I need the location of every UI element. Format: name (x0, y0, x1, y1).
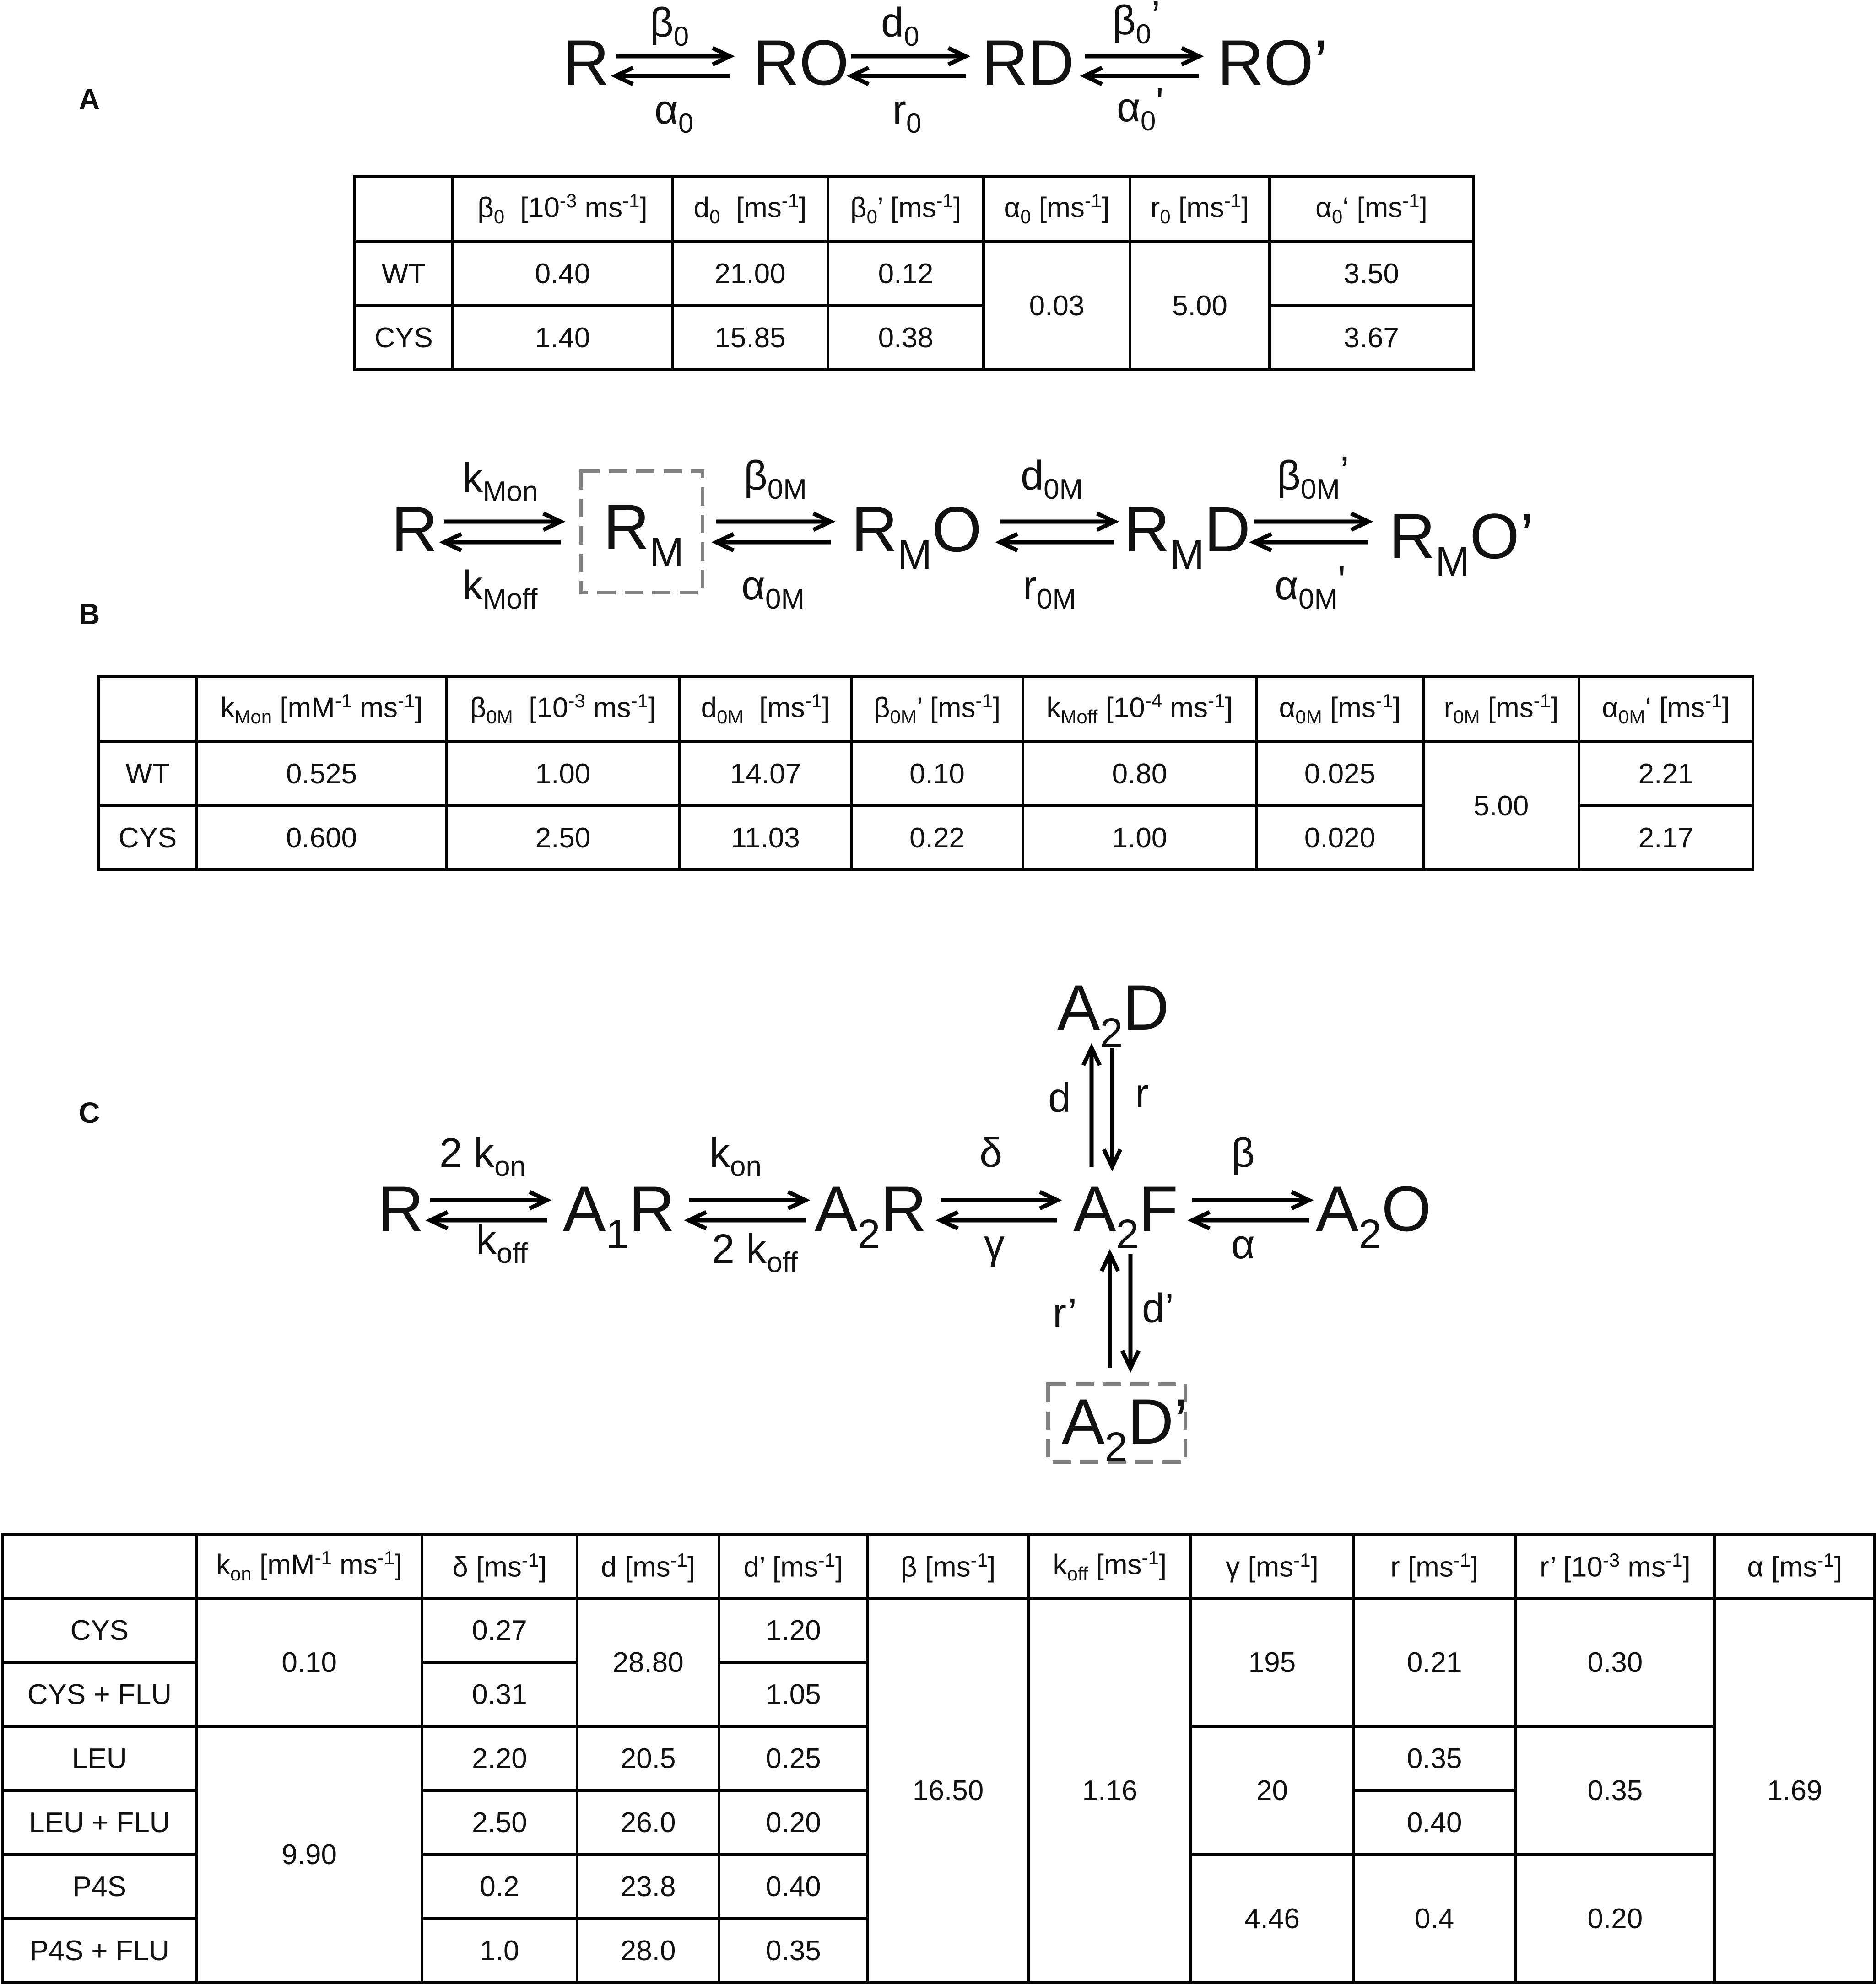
table-a-cell-alpha0-prime: 3.50 (1270, 242, 1473, 306)
table-b (97, 675, 1754, 871)
table-c-header-beta: β $[ms^{-1}]$ (868, 1534, 1029, 1598)
table-b-header-kmoff: $k_{Moff}$ [$10^{-4}$ $ms^{-1}$] (1023, 676, 1256, 742)
rate-alpha0-prime: $\alpha_0'$ (1117, 80, 1164, 136)
rate-2kon: 2 $k_{on}$ (439, 1130, 526, 1182)
rate-r-prime: r’ (1053, 1290, 1077, 1336)
table-b-header-alpha0m-prime: $\alpha_{0M}‘$ $[ms^{-1}]$ (1579, 676, 1753, 742)
table-a-header-alpha0-prime: $\alpha_0‘$ $[ms^{-1}]$ (1270, 177, 1473, 242)
scheme-c (0, 956, 1876, 1487)
rate-2koff: 2 $k_{off}$ (712, 1226, 798, 1278)
table-b-header-beta0m: $\beta_{0M}$ [$10^{-3}$ $ms^{-1}$] (446, 676, 680, 742)
table-c-cell-d-prime: 1.05 (719, 1662, 868, 1726)
panel-label-a: A (79, 83, 100, 116)
scheme-a (0, 0, 1876, 151)
table-c-cell-d: 28.80 (577, 1598, 719, 1726)
table-b-cell-kmon: 0.525 (197, 742, 446, 806)
table-b-cell-alpha0m-prime: 2.17 (1579, 806, 1753, 870)
table-b-cell-d0m: 11.03 (680, 806, 851, 870)
table-b-header-beta0m-prime: $\beta_{0M}$’ $[ms^{-1}]$ (851, 676, 1023, 742)
rate-d0: $d_0$ (881, 0, 919, 52)
table-b-cell-alpha0m: 0.025 (1256, 742, 1423, 806)
table-c-cell-delta: 2.50 (422, 1790, 578, 1855)
table-c-cell-d-prime: 1.20 (719, 1598, 868, 1662)
state-a2f: $A_2F$ (1073, 1173, 1178, 1257)
table-b-row-label: CYS (98, 806, 197, 870)
table-b-cell-alpha0m: 0.020 (1256, 806, 1423, 870)
table-c-cell-d: 26.0 (577, 1790, 719, 1855)
table-c-row-label: LEU + FLU (2, 1790, 197, 1855)
rate-d: d (1048, 1075, 1071, 1121)
rate-gamma: γ (984, 1222, 1005, 1267)
table-c-cell-d-prime: 0.20 (719, 1790, 868, 1855)
table-c-cell-r: 0.35 (1353, 1726, 1516, 1790)
rate-kon: $k_{on}$ (709, 1130, 762, 1182)
table-a-cell-beta0-prime: 0.38 (828, 306, 984, 370)
state-ro-prime: RO’ (1217, 27, 1328, 98)
rate-kmoff: $k_{Moff}$ (462, 563, 538, 615)
table-a-cell-d0: 21.00 (672, 242, 828, 306)
table-a-cell-r0: 5.00 (1130, 242, 1270, 370)
table-c-cell-beta: 16.50 (868, 1598, 1029, 1983)
table-c-corner (2, 1534, 197, 1598)
state-rm: $R_M$ (603, 491, 684, 576)
table-c-cell-kon: 0.10 (197, 1598, 422, 1726)
table-a-header-beta0: $\beta_0$ [$10^{-3}$ $ms^{-1}$] (453, 177, 672, 242)
table-a-cell-d0: 15.85 (672, 306, 828, 370)
table-c-row-label: P4S + FLU (2, 1919, 197, 1983)
state-a2o: $A_2O$ (1316, 1173, 1432, 1257)
table-c-header-d: d $[ms^{-1}]$ (577, 1534, 719, 1598)
table-c (1, 1533, 1876, 1984)
table-c-row-label: CYS (2, 1598, 197, 1662)
state-a2d: $A_2D$ (1057, 971, 1169, 1056)
table-c-cell-r: 0.40 (1353, 1790, 1516, 1855)
table-c-cell-gamma: 195 (1191, 1598, 1353, 1726)
table-b-cell-alpha0m-prime: 2.21 (1579, 742, 1753, 806)
table-b-header-d0m: $d_{0M}$ $[ms^{-1}]$ (680, 676, 851, 742)
state-rmd: $R_MD$ (1124, 493, 1251, 578)
table-c-cell-gamma: 20 (1191, 1726, 1353, 1855)
rate-r0: $r_0$ (892, 87, 922, 139)
rate-kmon: $k_{Mon}$ (462, 455, 538, 507)
rate-beta0m: $\beta_{0M}$ (744, 453, 807, 505)
table-c-header-kon: $k_{on}$ [$mM^{-1}$ $ms^{-1}$] (197, 1534, 422, 1598)
table-a-header-beta0-prime: $\beta_0$’ $[ms^{-1}]$ (828, 177, 984, 242)
table-c-cell-r-prime: 0.30 (1515, 1598, 1714, 1726)
table-c-header-alpha: α $[ms^{-1}]$ (1714, 1534, 1875, 1598)
state-a2d-prime: $A_2D$’ (1062, 1386, 1188, 1470)
state-a2r: $A_2R$ (815, 1173, 927, 1257)
rate-alpha0: $\alpha_0$ (654, 87, 694, 139)
table-c-cell-r-prime: 0.35 (1515, 1726, 1714, 1855)
table-c-row-label: LEU (2, 1726, 197, 1790)
rate-alpha: α (1231, 1222, 1255, 1267)
table-b-row-label: WT (98, 742, 197, 806)
table-c-header-d-prime: d’ $[ms^{-1}]$ (719, 1534, 868, 1598)
table-c-cell-d-prime: 0.40 (719, 1855, 868, 1919)
rate-beta0: $\beta_0$ (650, 0, 689, 52)
table-a (353, 175, 1475, 371)
rate-d-prime: d’ (1142, 1286, 1174, 1332)
table-c-cell-r: 0.4 (1353, 1855, 1516, 1983)
rate-alpha0m: $\alpha_{0M}$ (741, 563, 805, 615)
table-c-cell-d: 20.5 (577, 1726, 719, 1790)
table-a-cell-beta0: 1.40 (453, 306, 672, 370)
state-r: R (563, 27, 610, 98)
table-c-header-koff: $k_{off}$ $[ms^{-1}]$ (1028, 1534, 1191, 1598)
table-c-cell-d: 28.0 (577, 1919, 719, 1983)
table-a-cell-alpha0-prime: 3.67 (1270, 306, 1473, 370)
state-r: R (391, 493, 438, 565)
table-a-cell-beta0-prime: 0.12 (828, 242, 984, 306)
table-c-cell-d: 23.8 (577, 1855, 719, 1919)
rate-alpha0m-prime: $\alpha_{0M}'$ (1275, 558, 1346, 615)
table-b-header-alpha0m: $\alpha_{0M}$ $[ms^{-1}]$ (1256, 676, 1423, 742)
table-b-cell-beta0m-prime: 0.22 (851, 806, 1023, 870)
table-c-cell-delta: 2.20 (422, 1726, 578, 1790)
table-b-header-r0m: $r_{0M}$ $[ms^{-1}]$ (1423, 676, 1579, 742)
state-a1r: $A_1R$ (563, 1173, 675, 1257)
table-c-header-r: r $[ms^{-1}]$ (1353, 1534, 1516, 1598)
rate-beta0-prime: $\beta_0$’ (1112, 0, 1161, 49)
rate-beta: β (1231, 1130, 1255, 1176)
state-rmo: $R_MO$ (851, 493, 982, 578)
scheme-b (0, 448, 1876, 631)
table-c-cell-kon: 9.90 (197, 1726, 422, 1983)
table-a-row-label: WT (355, 242, 453, 306)
table-b-cell-kmon: 0.600 (197, 806, 446, 870)
table-c-cell-delta: 0.2 (422, 1855, 578, 1919)
table-b-cell-kmoff: 1.00 (1023, 806, 1256, 870)
table-c-row-label: P4S (2, 1855, 197, 1919)
table-a-header-alpha0: $\alpha_0$ $[ms^{-1}]$ (984, 177, 1130, 242)
rate-delta: δ (979, 1130, 1003, 1176)
table-c-cell-delta: 0.27 (422, 1598, 578, 1662)
table-a-corner (355, 177, 453, 242)
table-c-header-delta: δ $[ms^{-1}]$ (422, 1534, 578, 1598)
table-b-corner (98, 676, 197, 742)
table-a-header-r0: $r_0$ $[ms^{-1}]$ (1130, 177, 1270, 242)
table-b-cell-beta0m: 2.50 (446, 806, 680, 870)
table-a-row-label: CYS (355, 306, 453, 370)
rate-beta0m-prime: $\beta_{0M}$’ (1277, 448, 1349, 505)
table-b-header-kmon: $k_{Mon}$ [$mM^{-1}$ $ms^{-1}$] (197, 676, 446, 742)
rate-koff: $k_{off}$ (476, 1217, 528, 1269)
rate-d0m: $d_{0M}$ (1021, 453, 1083, 505)
table-a-cell-beta0: 0.40 (453, 242, 672, 306)
table-b-cell-beta0m: 1.00 (446, 742, 680, 806)
table-b-cell-r0m: 5.00 (1423, 742, 1579, 870)
table-a-cell-alpha0: 0.03 (984, 242, 1130, 370)
table-c-cell-delta: 1.0 (422, 1919, 578, 1983)
table-b-cell-d0m: 14.07 (680, 742, 851, 806)
table-c-cell-d-prime: 0.25 (719, 1726, 868, 1790)
table-c-cell-r-prime: 0.20 (1515, 1855, 1714, 1983)
table-b-cell-kmoff: 0.80 (1023, 742, 1256, 806)
table-c-row-label: CYS + FLU (2, 1662, 197, 1726)
panel-label-c: C (79, 1096, 100, 1129)
state-rmo-prime: $R_MO$’ (1389, 500, 1534, 585)
panel-label-b: B (79, 598, 100, 631)
table-a-header-d0: $d_0$ $[ms^{-1}]$ (672, 177, 828, 242)
state-ro: RO (753, 27, 849, 98)
table-c-header-r-prime: r’ [$10^{-3}$ $ms^{-1}$] (1515, 1534, 1714, 1598)
table-b-cell-beta0m-prime: 0.10 (851, 742, 1023, 806)
table-c-cell-koff: 1.16 (1028, 1598, 1191, 1983)
rate-r0m: $r_{0M}$ (1023, 563, 1076, 615)
table-c-cell-delta: 0.31 (422, 1662, 578, 1726)
table-c-cell-alpha: 1.69 (1714, 1598, 1875, 1983)
table-c-header-gamma: γ $[ms^{-1}]$ (1191, 1534, 1353, 1598)
state-r: R (378, 1173, 424, 1245)
table-c-cell-r: 0.21 (1353, 1598, 1516, 1726)
rate-r: r (1135, 1071, 1149, 1116)
table-c-cell-gamma: 4.46 (1191, 1855, 1353, 1983)
state-rd: RD (982, 27, 1075, 98)
table-c-cell-d-prime: 0.35 (719, 1919, 868, 1983)
